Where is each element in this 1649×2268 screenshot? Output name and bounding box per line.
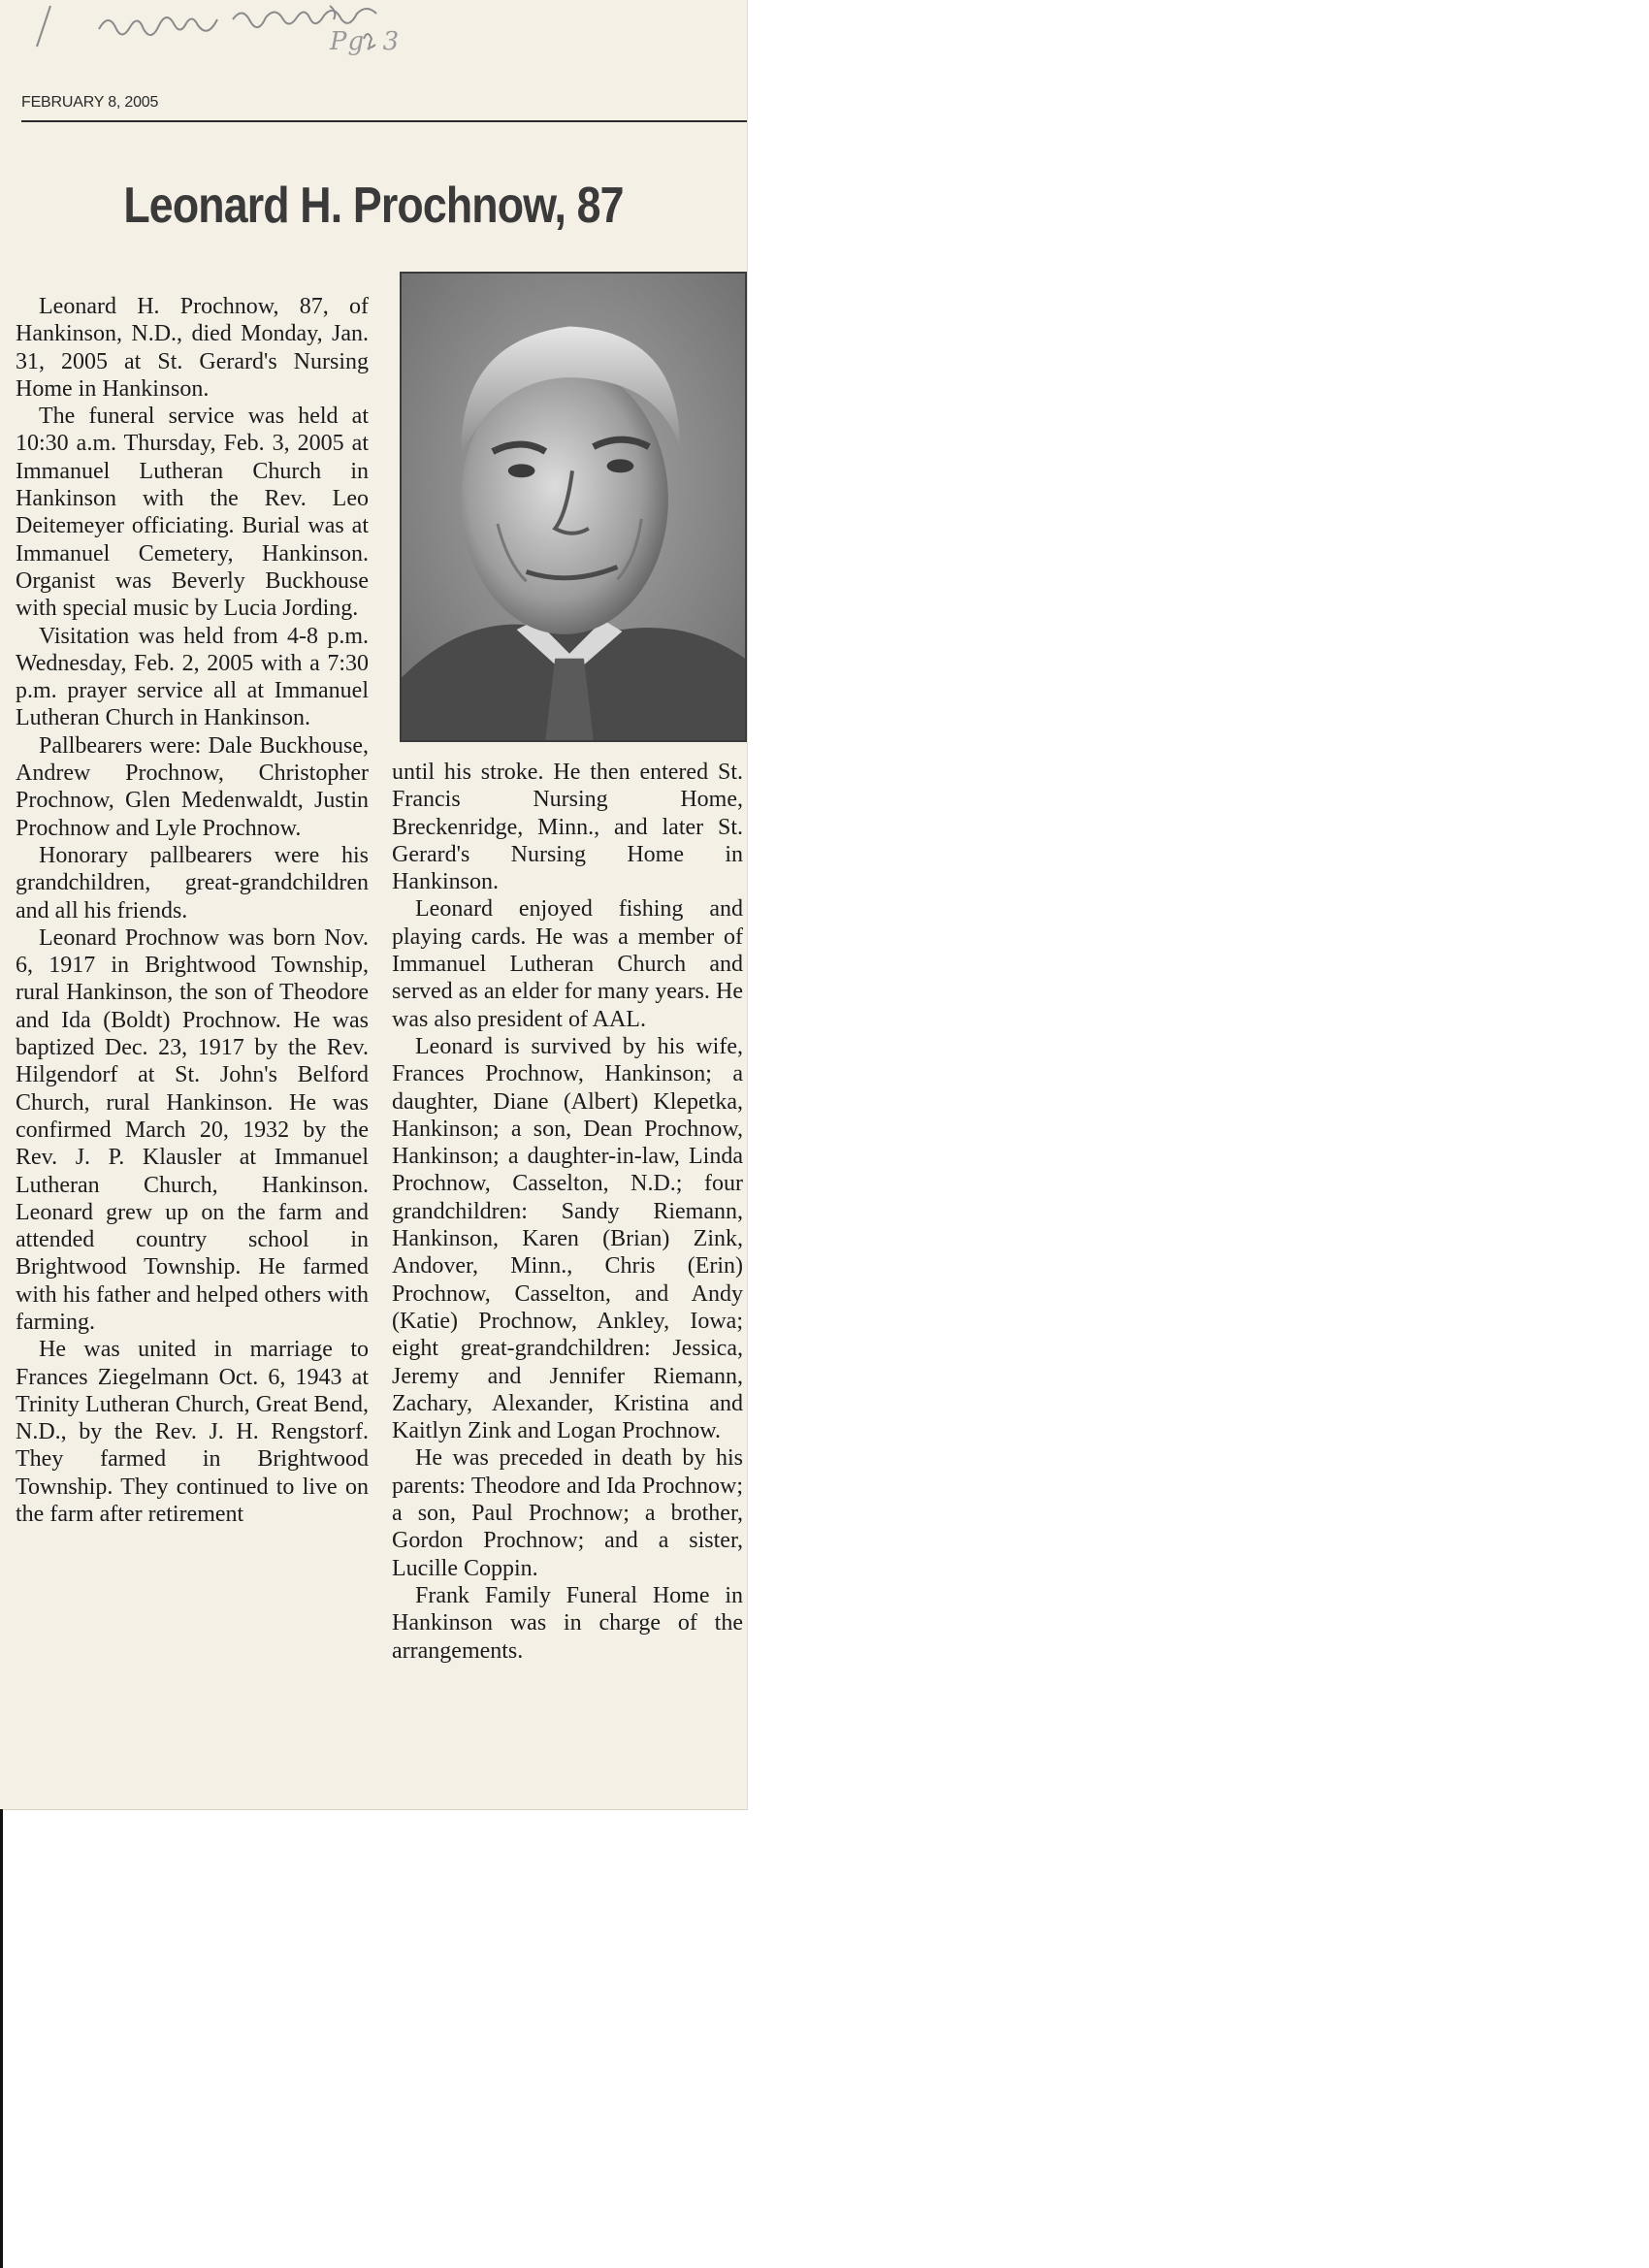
paragraph: Leonard enjoyed fishing and playing cards. He was a member of Immanuel Lutheran Church and served as an elder for many years. He was also president of AAL. [392, 896, 743, 1032]
paragraph: Frank Family Funeral Home in Hankinson was in charge of the arrangements. [392, 1582, 743, 1664]
obituary-column-2 [392, 759, 743, 1665]
dateline: FEBRUARY 8, 2005 [21, 94, 159, 111]
paragraph: Leonard Prochnow was born Nov. 6, 1917 in Brightwood Township, rural Hankinson, the son of Theodore and Ida (Boldt) Prochnow. He was baptized Dec. 23, 1917 by the Rev. Hilgendorf at St. John's Belford Church, rural Hankinson. He was confirmed March 20, 1932 by the Rev. J. P. Klausler at Immanuel Lutheran Church, Hankinson. Leonard grew up on the farm and attended country school in Brightwood Township. He farmed with his father and helped others with farming. [16, 924, 369, 1335]
paragraph: He was united in marriage to Frances Ziegelmann Oct. 6, 1943 at Trinity Lutheran Church, Great Bend, N.D., by the Rev. J. H. Rengstorf. They farmed in Brightwood Township. They continued to live on the farm after retirement [16, 1337, 369, 1528]
paragraph: Leonard H. Prochnow, 87, of Hankinson, N.D., died Monday, Jan. 31, 2005 at St. Gerard's Nursing Home in Hankinson. [16, 294, 369, 402]
paragraph: He was preceded in death by his parents: Theodore and Ida Prochnow; a son, Paul Prochnow; a brother, Gordon Prochnow; and a sister, Lucille Coppin. [392, 1445, 743, 1581]
scan-edge [0, 1809, 3, 2268]
paragraph: Honorary pallbearers were his grandchildren, great-grandchildren and all his friends. [16, 842, 369, 923]
paragraph: Pallbearers were: Dale Buckhouse, Andrew Prochnow, Christopher Prochnow, Glen Medenwaldt, Justin Prochnow and Lyle Prochnow. [16, 732, 369, 841]
paragraph: The funeral service was held at 10:30 a.m. Thursday, Feb. 3, 2005 at Immanuel Lutheran Church in Hankinson with the Rev. Leo Deitemeyer officiating. Burial was at Immanuel Cemetery, Hankinson. Organist was Beverly Buckhouse with special music by Lucia Jording. [16, 404, 369, 622]
paragraph: Leonard is survived by his wife, Frances Prochnow, Hankinson; a daughter, Diane (Albert) Klepetka, Hankinson; a son, Dean Prochnow, Hankinson; a daughter-in-law, Linda Prochnow, Casselton, N.D.; four grandchildren: Sandy Riemann, Hankinson, Karen (Brian) Zink, Andover, Minn., Chris (Erin) Prochnow, Casselton, and Andy (Katie) Prochnow, Ankley, Iowa; eight great-grandchildren: Jessica, Jeremy and Jennifer Riemann, Zachary, Alexander, Kristina and Kaitlyn Zink and Logan Prochnow. [392, 1033, 743, 1444]
paragraph: until his stroke. He then entered St. Francis Nursing Home, Breckenridge, Minn., and later St. Gerard's Nursing Home in Hankinson. [392, 760, 743, 895]
paragraph: Visitation was held from 4-8 p.m. Wednesday, Feb. 2, 2005 with a 7:30 p.m. prayer service all at Immanuel Lutheran Church in Hankinson. [16, 623, 369, 731]
portrait-icon [402, 274, 745, 740]
handwritten-page: Pg. 3 [330, 27, 401, 56]
handwritten-note [29, 0, 456, 68]
newspaper-clipping [0, 0, 748, 1810]
portrait-photo [400, 272, 747, 742]
obituary-headline: Leonard H. Prochnow, 87 [123, 178, 624, 234]
obituary-column-1 [16, 293, 369, 1528]
header-rule [21, 120, 747, 122]
